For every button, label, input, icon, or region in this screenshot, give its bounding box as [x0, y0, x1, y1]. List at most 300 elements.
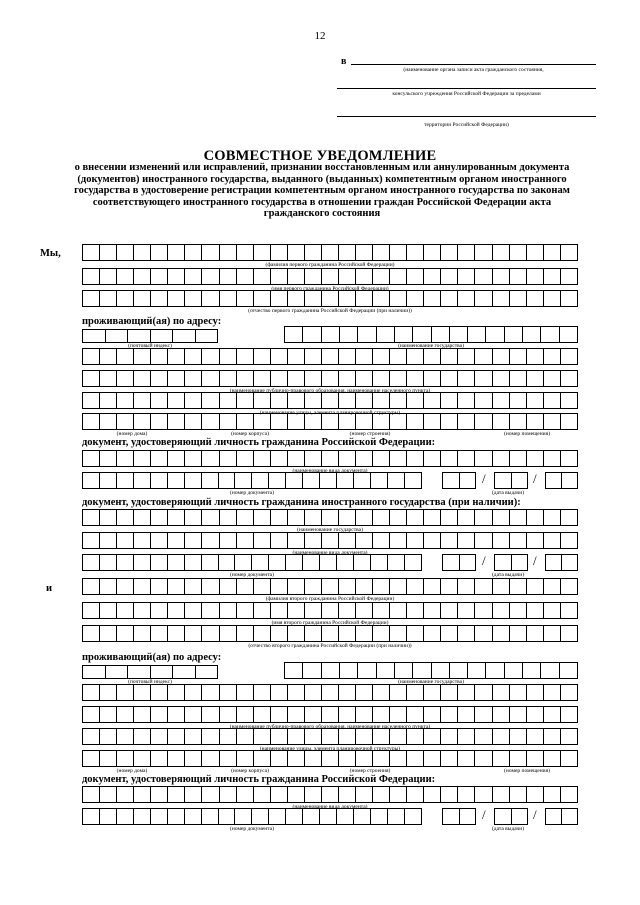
- char-cell[interactable]: [424, 414, 441, 429]
- char-cell[interactable]: [271, 751, 288, 766]
- char-cell[interactable]: [237, 787, 254, 802]
- char-cell[interactable]: [562, 809, 578, 824]
- char-cell[interactable]: [254, 787, 271, 802]
- char-cell[interactable]: [493, 626, 510, 641]
- char-cell[interactable]: [475, 579, 492, 594]
- char-cell[interactable]: [202, 349, 219, 364]
- char-cell[interactable]: [185, 603, 202, 618]
- char-cell[interactable]: [83, 603, 100, 618]
- patronymic-2-cells[interactable]: [82, 625, 578, 642]
- char-cell[interactable]: [83, 451, 100, 466]
- char-cell[interactable]: [390, 707, 407, 722]
- char-cell[interactable]: [373, 685, 390, 700]
- char-cell[interactable]: [493, 533, 510, 548]
- rf-doc-type-1-cells[interactable]: [82, 450, 578, 467]
- char-cell[interactable]: [271, 349, 288, 364]
- char-cell[interactable]: [288, 510, 305, 525]
- char-cell[interactable]: [561, 787, 578, 802]
- char-cell[interactable]: [100, 269, 117, 284]
- char-cell[interactable]: [100, 809, 117, 824]
- char-cell[interactable]: [220, 751, 237, 766]
- char-cell[interactable]: [527, 349, 544, 364]
- char-cell[interactable]: [407, 685, 424, 700]
- char-cell[interactable]: [390, 533, 407, 548]
- char-cell[interactable]: [424, 603, 441, 618]
- char-cell[interactable]: [322, 510, 339, 525]
- char-cell[interactable]: [117, 751, 134, 766]
- char-cell[interactable]: [271, 393, 288, 408]
- foreign-doc-state-cells[interactable]: [82, 509, 578, 526]
- char-cell[interactable]: [458, 729, 475, 744]
- char-cell[interactable]: [458, 787, 475, 802]
- char-cell[interactable]: [168, 787, 185, 802]
- char-cell[interactable]: [544, 707, 561, 722]
- char-cell[interactable]: [151, 414, 168, 429]
- char-cell[interactable]: [288, 269, 305, 284]
- char-cell[interactable]: [219, 555, 236, 570]
- char-cell[interactable]: [202, 603, 219, 618]
- char-cell[interactable]: [527, 579, 544, 594]
- char-cell[interactable]: [322, 603, 339, 618]
- char-cell[interactable]: [510, 510, 527, 525]
- char-cell[interactable]: [151, 330, 174, 342]
- char-cell[interactable]: [441, 729, 458, 744]
- rf-doc-year-2[interactable]: [545, 808, 578, 825]
- char-cell[interactable]: [117, 603, 134, 618]
- char-cell[interactable]: [185, 245, 202, 260]
- char-cell[interactable]: [407, 533, 424, 548]
- char-cell[interactable]: [202, 555, 219, 570]
- char-cell[interactable]: [561, 269, 578, 284]
- char-cell[interactable]: [220, 626, 237, 641]
- char-cell[interactable]: [373, 603, 390, 618]
- char-cell[interactable]: [322, 533, 339, 548]
- char-cell[interactable]: [134, 626, 151, 641]
- char-cell[interactable]: [185, 787, 202, 802]
- char-cell[interactable]: [475, 349, 492, 364]
- char-cell[interactable]: [407, 626, 424, 641]
- char-cell[interactable]: [424, 579, 441, 594]
- char-cell[interactable]: [100, 751, 117, 766]
- char-cell[interactable]: [544, 626, 561, 641]
- char-cell[interactable]: [356, 685, 373, 700]
- char-cell[interactable]: [475, 510, 492, 525]
- char-cell[interactable]: [493, 371, 510, 386]
- char-cell[interactable]: [322, 327, 340, 342]
- char-cell[interactable]: [252, 473, 269, 488]
- char-cell[interactable]: [475, 787, 492, 802]
- char-cell[interactable]: [424, 451, 441, 466]
- char-cell[interactable]: [271, 510, 288, 525]
- char-cell[interactable]: [339, 349, 356, 364]
- char-cell[interactable]: [235, 555, 252, 570]
- char-cell[interactable]: [544, 579, 561, 594]
- char-cell[interactable]: [117, 269, 134, 284]
- char-cell[interactable]: [322, 393, 339, 408]
- char-cell[interactable]: [458, 510, 475, 525]
- char-cell[interactable]: [285, 663, 303, 678]
- char-cell[interactable]: [237, 603, 254, 618]
- char-cell[interactable]: [373, 371, 390, 386]
- char-cell[interactable]: [424, 751, 441, 766]
- char-cell[interactable]: [432, 327, 450, 342]
- char-cell[interactable]: [388, 809, 405, 824]
- char-cell[interactable]: [505, 663, 523, 678]
- char-cell[interactable]: [117, 787, 134, 802]
- char-cell[interactable]: [458, 451, 475, 466]
- char-cell[interactable]: [100, 555, 117, 570]
- char-cell[interactable]: [134, 291, 151, 306]
- char-cell[interactable]: [305, 393, 322, 408]
- char-cell[interactable]: [544, 533, 561, 548]
- char-cell[interactable]: [493, 451, 510, 466]
- char-cell[interactable]: [185, 349, 202, 364]
- char-cell[interactable]: [322, 707, 339, 722]
- char-cell[interactable]: [134, 510, 151, 525]
- char-cell[interactable]: [305, 787, 322, 802]
- char-cell[interactable]: [322, 663, 340, 678]
- char-cell[interactable]: [358, 663, 376, 678]
- char-cell[interactable]: [322, 414, 339, 429]
- char-cell[interactable]: [151, 787, 168, 802]
- char-cell[interactable]: [117, 349, 134, 364]
- char-cell[interactable]: [407, 603, 424, 618]
- char-cell[interactable]: [390, 291, 407, 306]
- char-cell[interactable]: [100, 393, 117, 408]
- char-cell[interactable]: [339, 510, 356, 525]
- char-cell[interactable]: [83, 269, 100, 284]
- char-cell[interactable]: [339, 787, 356, 802]
- char-cell[interactable]: [407, 393, 424, 408]
- char-cell[interactable]: [237, 349, 254, 364]
- char-cell[interactable]: [106, 330, 129, 342]
- char-cell[interactable]: [202, 787, 219, 802]
- char-cell[interactable]: [151, 451, 168, 466]
- char-cell[interactable]: [202, 414, 219, 429]
- char-cell[interactable]: [185, 809, 202, 824]
- char-cell[interactable]: [202, 510, 219, 525]
- char-cell[interactable]: [202, 473, 219, 488]
- char-cell[interactable]: [202, 291, 219, 306]
- char-cell[interactable]: [407, 245, 424, 260]
- char-cell[interactable]: [305, 533, 322, 548]
- char-cell[interactable]: [134, 349, 151, 364]
- char-cell[interactable]: [441, 685, 458, 700]
- char-cell[interactable]: [151, 579, 168, 594]
- char-cell[interactable]: [527, 626, 544, 641]
- foreign-doc-type-cells[interactable]: [82, 532, 578, 549]
- char-cell[interactable]: [337, 473, 354, 488]
- char-cell[interactable]: [354, 809, 371, 824]
- char-cell[interactable]: [117, 414, 134, 429]
- char-cell[interactable]: [546, 809, 562, 824]
- char-cell[interactable]: [371, 555, 388, 570]
- char-cell[interactable]: [390, 245, 407, 260]
- char-cell[interactable]: [151, 510, 168, 525]
- char-cell[interactable]: [373, 579, 390, 594]
- char-cell[interactable]: [424, 626, 441, 641]
- char-cell[interactable]: [288, 245, 305, 260]
- char-cell[interactable]: [185, 269, 202, 284]
- char-cell[interactable]: [185, 729, 202, 744]
- char-cell[interactable]: [561, 245, 578, 260]
- char-cell[interactable]: [83, 579, 100, 594]
- char-cell[interactable]: [441, 626, 458, 641]
- char-cell[interactable]: [100, 473, 117, 488]
- char-cell[interactable]: [373, 787, 390, 802]
- char-cell[interactable]: [185, 579, 202, 594]
- char-cell[interactable]: [388, 473, 405, 488]
- char-cell[interactable]: [220, 371, 237, 386]
- char-cell[interactable]: [220, 787, 237, 802]
- char-cell[interactable]: [541, 327, 559, 342]
- char-cell[interactable]: [173, 666, 196, 678]
- char-cell[interactable]: [377, 327, 395, 342]
- char-cell[interactable]: [339, 451, 356, 466]
- char-cell[interactable]: [254, 579, 271, 594]
- char-cell[interactable]: [83, 707, 100, 722]
- char-cell[interactable]: [271, 291, 288, 306]
- char-cell[interactable]: [320, 555, 337, 570]
- char-cell[interactable]: [83, 809, 100, 824]
- char-cell[interactable]: [134, 579, 151, 594]
- char-cell[interactable]: [339, 533, 356, 548]
- addressee-line-3[interactable]: [337, 116, 596, 117]
- char-cell[interactable]: [495, 473, 512, 488]
- char-cell[interactable]: [271, 729, 288, 744]
- char-cell[interactable]: [562, 555, 578, 570]
- char-cell[interactable]: [460, 555, 477, 570]
- char-cell[interactable]: [305, 349, 322, 364]
- char-cell[interactable]: [286, 473, 303, 488]
- char-cell[interactable]: [510, 787, 527, 802]
- char-cell[interactable]: [305, 451, 322, 466]
- char-cell[interactable]: [339, 245, 356, 260]
- char-cell[interactable]: [254, 626, 271, 641]
- char-cell[interactable]: [510, 371, 527, 386]
- char-cell[interactable]: [505, 327, 523, 342]
- char-cell[interactable]: [185, 510, 202, 525]
- char-cell[interactable]: [339, 393, 356, 408]
- char-cell[interactable]: [493, 707, 510, 722]
- char-cell[interactable]: [413, 663, 431, 678]
- char-cell[interactable]: [441, 707, 458, 722]
- char-cell[interactable]: [407, 371, 424, 386]
- char-cell[interactable]: [100, 579, 117, 594]
- char-cell[interactable]: [100, 371, 117, 386]
- char-cell[interactable]: [288, 787, 305, 802]
- char-cell[interactable]: [134, 473, 151, 488]
- char-cell[interactable]: [269, 555, 286, 570]
- char-cell[interactable]: [269, 809, 286, 824]
- char-cell[interactable]: [390, 414, 407, 429]
- char-cell[interactable]: [356, 451, 373, 466]
- rf-doc-number-2-cells[interactable]: [82, 808, 422, 825]
- char-cell[interactable]: [561, 349, 578, 364]
- char-cell[interactable]: [168, 579, 185, 594]
- char-cell[interactable]: [561, 603, 578, 618]
- char-cell[interactable]: [373, 414, 390, 429]
- char-cell[interactable]: [83, 291, 100, 306]
- char-cell[interactable]: [395, 327, 413, 342]
- char-cell[interactable]: [441, 510, 458, 525]
- char-cell[interactable]: [134, 414, 151, 429]
- char-cell[interactable]: [117, 579, 134, 594]
- char-cell[interactable]: [168, 291, 185, 306]
- char-cell[interactable]: [322, 787, 339, 802]
- char-cell[interactable]: [458, 533, 475, 548]
- char-cell[interactable]: [235, 809, 252, 824]
- char-cell[interactable]: [493, 787, 510, 802]
- char-cell[interactable]: [271, 533, 288, 548]
- char-cell[interactable]: [237, 393, 254, 408]
- char-cell[interactable]: [117, 685, 134, 700]
- char-cell[interactable]: [237, 245, 254, 260]
- char-cell[interactable]: [168, 533, 185, 548]
- char-cell[interactable]: [544, 510, 561, 525]
- char-cell[interactable]: [271, 579, 288, 594]
- char-cell[interactable]: [510, 349, 527, 364]
- char-cell[interactable]: [100, 291, 117, 306]
- char-cell[interactable]: [561, 685, 578, 700]
- char-cell[interactable]: [512, 555, 529, 570]
- char-cell[interactable]: [441, 451, 458, 466]
- char-cell[interactable]: [168, 371, 185, 386]
- char-cell[interactable]: [134, 685, 151, 700]
- char-cell[interactable]: [493, 245, 510, 260]
- char-cell[interactable]: [254, 603, 271, 618]
- char-cell[interactable]: [424, 269, 441, 284]
- char-cell[interactable]: [271, 707, 288, 722]
- char-cell[interactable]: [405, 809, 422, 824]
- char-cell[interactable]: [134, 533, 151, 548]
- char-cell[interactable]: [83, 685, 100, 700]
- char-cell[interactable]: [168, 451, 185, 466]
- char-cell[interactable]: [202, 371, 219, 386]
- char-cell[interactable]: [544, 269, 561, 284]
- char-cell[interactable]: [134, 787, 151, 802]
- char-cell[interactable]: [413, 327, 431, 342]
- char-cell[interactable]: [219, 809, 236, 824]
- char-cell[interactable]: [544, 451, 561, 466]
- char-cell[interactable]: [561, 579, 578, 594]
- char-cell[interactable]: [100, 245, 117, 260]
- char-cell[interactable]: [339, 685, 356, 700]
- postal-code-1-cells[interactable]: [82, 329, 218, 343]
- char-cell[interactable]: [151, 707, 168, 722]
- char-cell[interactable]: [168, 603, 185, 618]
- char-cell[interactable]: [407, 579, 424, 594]
- char-cell[interactable]: [407, 787, 424, 802]
- char-cell[interactable]: [373, 729, 390, 744]
- char-cell[interactable]: [106, 666, 129, 678]
- char-cell[interactable]: [254, 510, 271, 525]
- char-cell[interactable]: [337, 809, 354, 824]
- char-cell[interactable]: [134, 269, 151, 284]
- char-cell[interactable]: [424, 787, 441, 802]
- char-cell[interactable]: [424, 349, 441, 364]
- char-cell[interactable]: [202, 451, 219, 466]
- char-cell[interactable]: [390, 603, 407, 618]
- char-cell[interactable]: [356, 349, 373, 364]
- char-cell[interactable]: [322, 371, 339, 386]
- char-cell[interactable]: [202, 685, 219, 700]
- char-cell[interactable]: [373, 291, 390, 306]
- street-2-cells[interactable]: [82, 728, 578, 745]
- char-cell[interactable]: [271, 414, 288, 429]
- char-cell[interactable]: [305, 414, 322, 429]
- char-cell[interactable]: [185, 685, 202, 700]
- char-cell[interactable]: [475, 603, 492, 618]
- char-cell[interactable]: [405, 473, 422, 488]
- char-cell[interactable]: [196, 330, 219, 342]
- char-cell[interactable]: [185, 555, 202, 570]
- char-cell[interactable]: [271, 626, 288, 641]
- char-cell[interactable]: [339, 291, 356, 306]
- char-cell[interactable]: [151, 473, 168, 488]
- char-cell[interactable]: [340, 663, 358, 678]
- char-cell[interactable]: [441, 787, 458, 802]
- rf-doc-type-2-cells[interactable]: [82, 786, 578, 803]
- char-cell[interactable]: [288, 451, 305, 466]
- char-cell[interactable]: [458, 269, 475, 284]
- char-cell[interactable]: [185, 291, 202, 306]
- char-cell[interactable]: [168, 349, 185, 364]
- char-cell[interactable]: [237, 729, 254, 744]
- char-cell[interactable]: [339, 371, 356, 386]
- char-cell[interactable]: [527, 371, 544, 386]
- char-cell[interactable]: [339, 603, 356, 618]
- char-cell[interactable]: [510, 291, 527, 306]
- rf-doc-number-1-cells[interactable]: [82, 472, 422, 489]
- char-cell[interactable]: [424, 371, 441, 386]
- char-cell[interactable]: [100, 451, 117, 466]
- char-cell[interactable]: [405, 555, 422, 570]
- char-cell[interactable]: [458, 245, 475, 260]
- char-cell[interactable]: [424, 533, 441, 548]
- char-cell[interactable]: [288, 291, 305, 306]
- char-cell[interactable]: [288, 533, 305, 548]
- char-cell[interactable]: [493, 349, 510, 364]
- char-cell[interactable]: [475, 245, 492, 260]
- house-numbers-1-cells[interactable]: [82, 413, 578, 430]
- char-cell[interactable]: [458, 414, 475, 429]
- char-cell[interactable]: [271, 451, 288, 466]
- char-cell[interactable]: [373, 393, 390, 408]
- char-cell[interactable]: [458, 393, 475, 408]
- char-cell[interactable]: [339, 626, 356, 641]
- char-cell[interactable]: [458, 685, 475, 700]
- char-cell[interactable]: [83, 666, 106, 678]
- char-cell[interactable]: [117, 451, 134, 466]
- char-cell[interactable]: [561, 414, 578, 429]
- char-cell[interactable]: [407, 510, 424, 525]
- char-cell[interactable]: [151, 245, 168, 260]
- char-cell[interactable]: [458, 603, 475, 618]
- char-cell[interactable]: [510, 269, 527, 284]
- char-cell[interactable]: [493, 751, 510, 766]
- char-cell[interactable]: [510, 707, 527, 722]
- char-cell[interactable]: [168, 809, 185, 824]
- char-cell[interactable]: [475, 751, 492, 766]
- char-cell[interactable]: [493, 510, 510, 525]
- char-cell[interactable]: [271, 269, 288, 284]
- char-cell[interactable]: [562, 473, 578, 488]
- char-cell[interactable]: [288, 349, 305, 364]
- char-cell[interactable]: [151, 729, 168, 744]
- char-cell[interactable]: [271, 371, 288, 386]
- char-cell[interactable]: [441, 533, 458, 548]
